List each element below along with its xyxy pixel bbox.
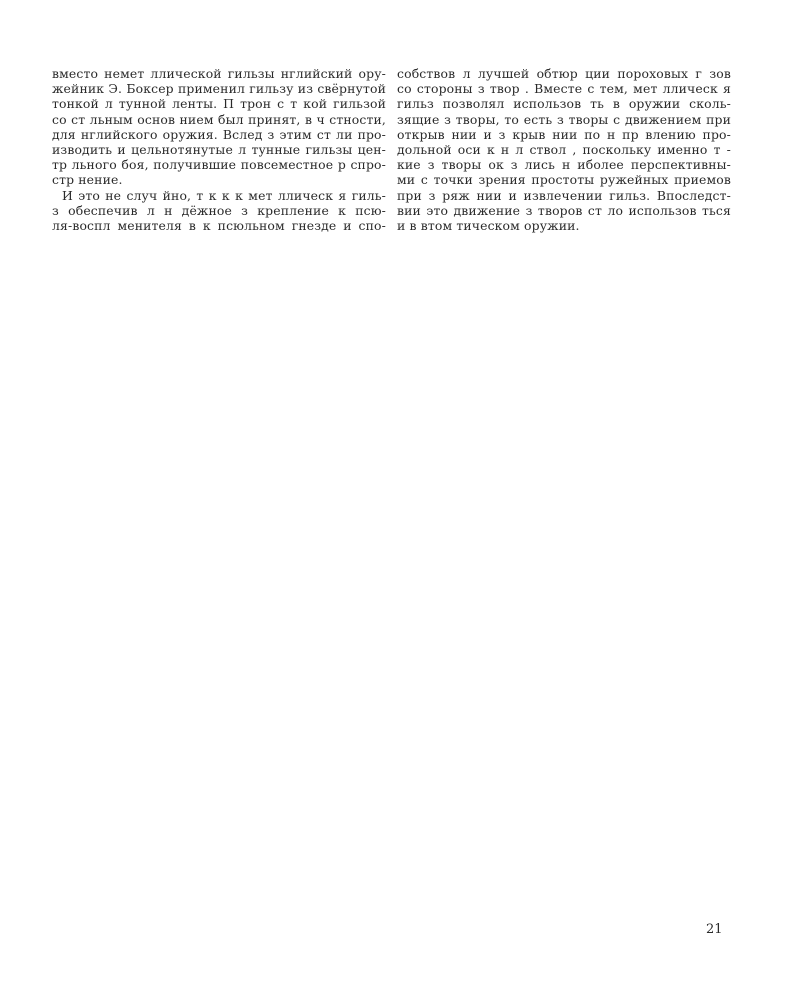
text-line: И это не случ йно, т к к к мет ллическ я гиль- <box>62 187 386 203</box>
text-line: вии это движение з творов ст ло использов ться <box>397 202 731 218</box>
right-text-column <box>397 66 731 233</box>
text-line: гильз позволял использов ть в оружии сколь- <box>397 96 731 112</box>
text-line: при з ряж нии и извлечении гильз. Впоследст- <box>397 187 731 203</box>
text-line: ми с точки зрения простоты ружейных приемов <box>397 172 731 188</box>
text-line: дольной оси к н л ствол , поскольку именно т - <box>397 142 731 158</box>
text-line: стр нение. <box>52 172 123 188</box>
text-line: вместо немет ллической гильзы нглийский ору- <box>52 66 386 81</box>
text-line: открыв нии и з крыв нии по н пр влению про- <box>397 126 731 142</box>
page-number: 21 <box>706 922 723 937</box>
text-line: для нглийского оружия. Вслед з этим ст ли про- <box>52 126 386 142</box>
text-line: изводить и цельнотянутые л тунные гильзы цен- <box>52 142 386 158</box>
left-text-column <box>52 66 386 233</box>
text-line: з обеспечив л н дёжное з крепление к псю- <box>52 202 386 218</box>
text-line: ля-воспл менителя в к псюльном гнезде и спо- <box>52 218 386 234</box>
text-line: тонкой л тунной ленты. П трон с т кой гильзой <box>52 96 386 112</box>
text-line: кие з творы ок з лись н иболее перспективны- <box>397 157 731 173</box>
text-line: жейник Э. Боксер применил гильзу из свёрнутой <box>52 81 386 97</box>
text-line: и в втом тическом оружии. <box>397 218 580 234</box>
text-line: собствов л лучшей обтюр ции пороховых г зов <box>397 66 731 81</box>
text-line: со ст льным основ нием был принят, в ч стности, <box>52 111 386 127</box>
text-line: со стороны з твор . Вместе с тем, мет ллическ я <box>397 81 731 97</box>
text-line: зящие з творы, то есть з творы с движением при <box>397 111 731 127</box>
text-line: тр льного боя, получившие повсеместное р спро- <box>52 157 386 173</box>
